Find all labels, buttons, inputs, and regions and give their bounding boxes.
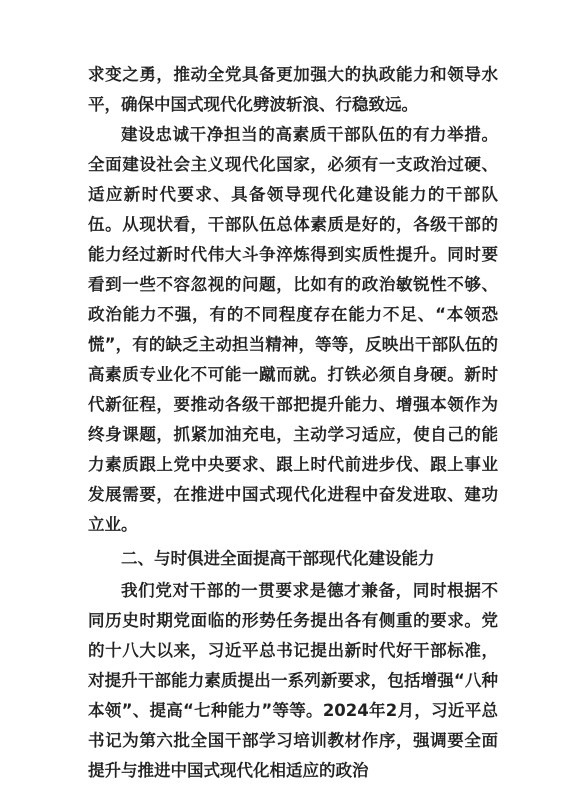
document-page	[88, 60, 498, 786]
paragraph-1: 求变之勇，推动全党具备更加强大的执政能力和领导水平，确保中国式现代化劈波斩浪、行稳致远。	[88, 65, 498, 114]
paragraph-2: 建设忠诚干净担当的高素质干部队伍的有力举措。全面建设社会主义现代化国家，必须有一支政治过硬、适应新时代要求、具备领导现代化建设能力的干部队伍。从现状看，干部队伍总体素质是好的，各级干部的能力经过新时代伟大斗争淬炼得到实质性提升。同时要看到一些不容忽视的问题，比如有的政治敏锐性不够、政治能力不强，有的不同程度存在能力不足、“本领恐慌”，有的缺乏主动担当精神，等等，反映出干部队伍的高素质专业化不可能一蹴而就。打铁必须自身硬。新时代新征程，要推动各级干部把提升能力、增强本领作为终身课题，抓紧加油充电，主动学习适应，使自己的能力素质跟上党中央要求、跟上时代前进步伐、跟上事业发展需要，在推进中国式现代化进程中奋发进取、建功立业。	[88, 125, 498, 534]
paragraph-3: 我们党对干部的一贯要求是德才兼备，同时根据不同历史时期党面临的形势任务提出各有侧重的要求。党的十八大以来，习近平总书记提出新时代好干部标准，对提升干部能力素质提出一系列新要求，包括增强“八种本领”、提高“七种能力”等等。2024年2月，习近平总书记为第六批全国干部学习培训教材作序，强调要全面提升与推进中国式现代化相适应的政治	[88, 581, 498, 780]
section-heading: 二、与时俱进全面提高干部现代化建设能力	[121, 549, 435, 568]
